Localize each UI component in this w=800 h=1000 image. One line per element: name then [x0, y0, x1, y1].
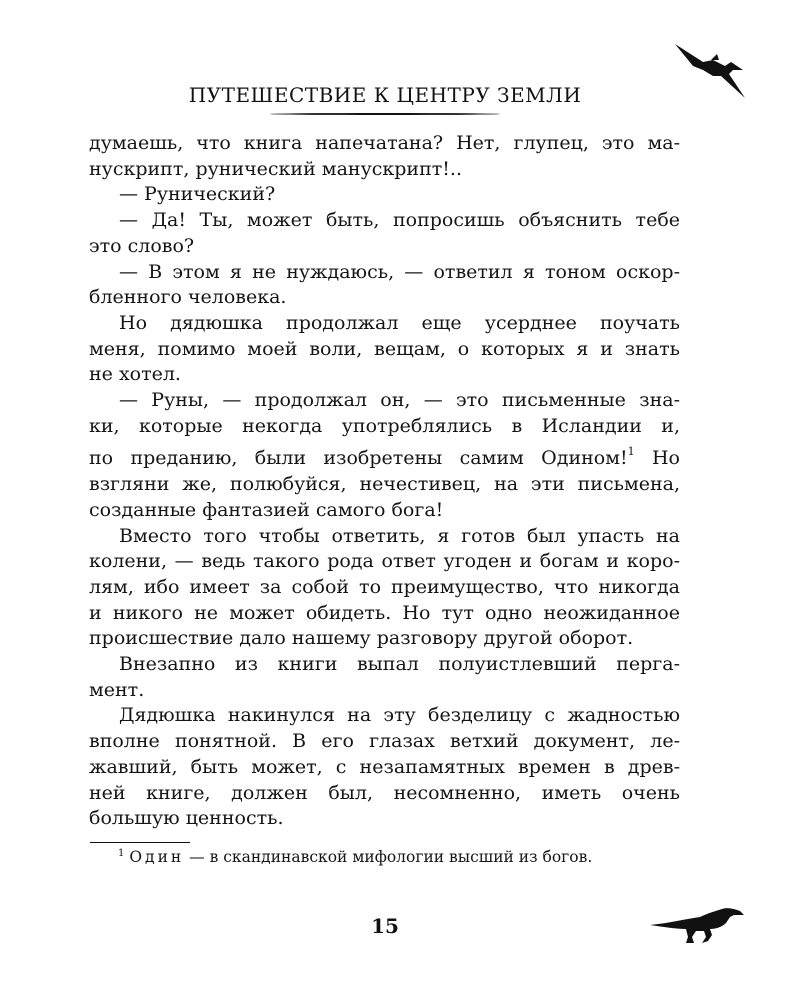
footnote-number: 1 [118, 848, 125, 859]
text-line: происшествие дало нашему разговору другой оборот. [89, 627, 634, 650]
text-segment: Но [634, 447, 680, 470]
text-line: это слово? [89, 234, 195, 257]
footnote [118, 848, 688, 866]
text-line-with-footnote [89, 439, 680, 472]
text-line: Вместо того чтобы ответить, я готов был упасть на [119, 524, 680, 547]
text-line: — В этом я не нуждаюсь, — ответил я тоном оскор- [119, 260, 680, 283]
text-line: лям, ибо имеет за собой то преимущество, что никогда [89, 575, 680, 598]
text-line: не хотел. [89, 363, 181, 386]
text-line: — Да! Ты, может быть, попросишь объяснить тебе [119, 209, 680, 232]
footnote-reference[interactable]: 1 [627, 445, 635, 459]
text-line: — Руны, — продолжал он, — это письменные зна- [119, 389, 680, 412]
text-line: вполне понятной. В его глазах ветхий документ, ле- [89, 730, 680, 753]
footnote-text: — в скандинавской мифологии высший из богов. [184, 848, 593, 866]
text-line: думаешь, что книга напечатана? Нет, глупец, это ма- [89, 132, 680, 154]
dinosaur-icon [650, 903, 745, 945]
text-line: нускрипт, рунический манускрипт!.. [89, 157, 462, 180]
text-line: ки, которые некогда употреблялись в Исландии и, [89, 414, 680, 437]
running-header-title: ПУТЕШЕСТВИЕ К ЦЕНТРУ ЗЕМЛИ [188, 83, 582, 107]
text-line: Дядюшка накинулся на эту безделицу с жадностью [119, 704, 680, 727]
text-line: Но дядюшка продолжал еще усерднее поучать [119, 311, 680, 334]
text-line: и никого не может обидеть. Но тут одно неожиданное [89, 601, 680, 624]
header-rule [270, 113, 500, 115]
body-text [89, 131, 680, 832]
text-line: бленного человека. [89, 286, 287, 309]
text-line: взгляни же, полюбуйся, нечестивец, на эти письмена, [89, 473, 680, 496]
text-line: ней книге, должен был, несомненно, иметь очень [89, 781, 680, 804]
text-line: колени, — ведь такого рода ответ угоден и богам и коро- [89, 550, 680, 573]
pterodactyl-icon [673, 40, 748, 100]
text-line: жавший, быть может, с незапамятных времен в древ- [89, 755, 680, 778]
text-line: созданные фантазией самого бога! [89, 498, 444, 521]
text-segment: по преданию, были изобретены самим Одином! [89, 447, 628, 470]
text-line: Внезапно из книги выпал полуистлевший перга- [119, 653, 680, 676]
text-line: большую ценность. [89, 807, 284, 830]
page-number: 15 [371, 914, 399, 938]
footnote-term: Один [129, 848, 185, 866]
text-line: меня, помимо моей воли, вещам, о которых я и знать [89, 337, 680, 360]
text-line: мент. [89, 678, 145, 701]
text-line: — Рунический? [119, 183, 276, 206]
footnote-rule [90, 842, 190, 843]
